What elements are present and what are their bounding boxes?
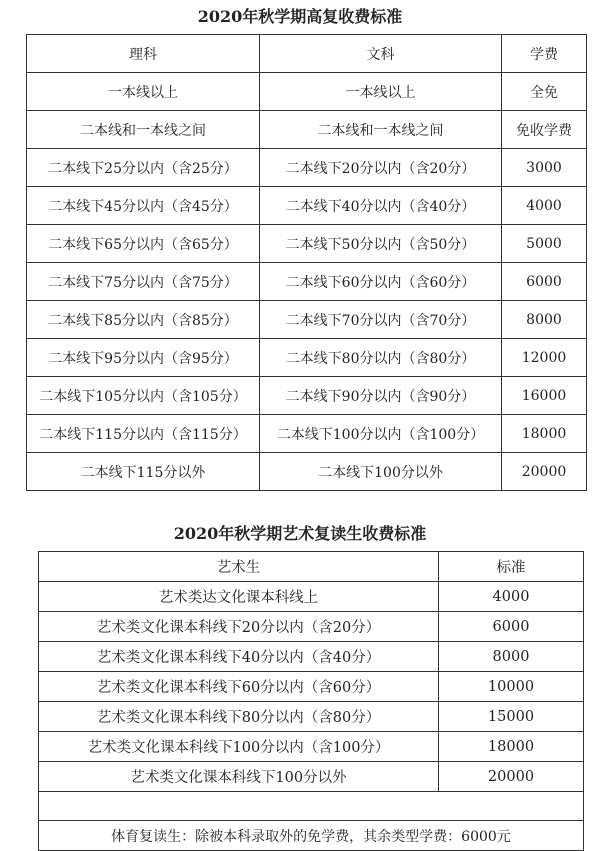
table-row: [27, 301, 587, 339]
criteria-cell: 艺术类文化课本科线下80分以内（含80分）: [39, 702, 439, 732]
arts-cell: 二本线下60分以内（含60分）: [260, 263, 502, 301]
table-header-row: [39, 552, 584, 582]
fee-cell: 20000: [439, 762, 584, 792]
science-cell: 二本线下85分以内（含85分）: [27, 301, 260, 339]
fee-cell: 6000: [439, 612, 584, 642]
table-row: [39, 642, 584, 672]
column-header: 理科: [27, 35, 260, 73]
fee-cell: 6000: [502, 263, 587, 301]
science-cell: 二本线下115分以外: [27, 453, 260, 491]
arts-cell: 二本线下70分以内（含70分）: [260, 301, 502, 339]
criteria-cell: 艺术类文化课本科线下40分以内（含40分）: [39, 642, 439, 672]
fee-cell: 5000: [502, 225, 587, 263]
art-repeat-fee-table: [38, 551, 584, 851]
table-row: [27, 263, 587, 301]
science-cell: 二本线下45分以内（含45分）: [27, 187, 260, 225]
table-row: [39, 672, 584, 702]
column-header: 艺术生: [39, 552, 439, 582]
table1-title: 2020年秋学期高复收费标准: [197, 7, 403, 26]
table-row: [39, 762, 584, 792]
criteria-cell: 艺术类文化课本科线下20分以内（含20分）: [39, 612, 439, 642]
arts-cell: 二本线和一本线之间: [260, 111, 502, 149]
criteria-cell: 艺术类文化课本科线下60分以内（含60分）: [39, 672, 439, 702]
fee-cell: 20000: [502, 453, 587, 491]
criteria-cell: 艺术类文化课本科线下100分以外: [39, 762, 439, 792]
arts-cell: 二本线下20分以内（含20分）: [260, 149, 502, 187]
arts-cell: 二本线下50分以内（含50分）: [260, 225, 502, 263]
fee-cell: 免收学费: [502, 111, 587, 149]
table-row: [27, 187, 587, 225]
table-row: [27, 415, 587, 453]
table-row: [27, 377, 587, 415]
science-cell: 二本线和一本线之间: [27, 111, 260, 149]
science-cell: 二本线下65分以内（含65分）: [27, 225, 260, 263]
fee-cell: 16000: [502, 377, 587, 415]
criteria-cell: 艺术类达文化课本科线上: [39, 582, 439, 612]
blank-cell: [39, 792, 584, 821]
arts-cell: 二本线下80分以内（含80分）: [260, 339, 502, 377]
table-row: [27, 225, 587, 263]
table-row: [27, 111, 587, 149]
fee-cell: 12000: [502, 339, 587, 377]
fee-cell: 4000: [502, 187, 587, 225]
table-row: [39, 702, 584, 732]
table-row: [27, 339, 587, 377]
table-row: [39, 612, 584, 642]
fee-cell: 8000: [502, 301, 587, 339]
note-row: [39, 821, 584, 851]
fee-cell: 全免: [502, 73, 587, 111]
arts-cell: 二本线下100分以外: [260, 453, 502, 491]
column-header: 标准: [439, 552, 584, 582]
fee-cell: 18000: [439, 732, 584, 762]
criteria-cell: 艺术类文化课本科线下100分以内（含100分）: [39, 732, 439, 762]
fee-cell: 15000: [439, 702, 584, 732]
arts-cell: 二本线下40分以内（含40分）: [260, 187, 502, 225]
high-repeat-fee-table: [26, 34, 587, 491]
table-row: [27, 149, 587, 187]
column-header: 文科: [260, 35, 502, 73]
arts-cell: 二本线下90分以内（含90分）: [260, 377, 502, 415]
fee-cell: 18000: [502, 415, 587, 453]
arts-cell: 一本线以上: [260, 73, 502, 111]
table2-title: 2020年秋学期艺术复读生收费标准: [173, 524, 427, 543]
table-row: [39, 732, 584, 762]
fee-cell: 4000: [439, 582, 584, 612]
table-header-row: [27, 35, 587, 73]
blank-row: [39, 792, 584, 821]
arts-cell: 二本线下100分以内（含100分）: [260, 415, 502, 453]
fee-cell: 8000: [439, 642, 584, 672]
fee-cell: 3000: [502, 149, 587, 187]
science-cell: 一本线以上: [27, 73, 260, 111]
science-cell: 二本线下95分以内（含95分）: [27, 339, 260, 377]
science-cell: 二本线下75分以内（含75分）: [27, 263, 260, 301]
science-cell: 二本线下115分以内（含115分）: [27, 415, 260, 453]
sports-student-note: 体育复读生：除被本科录取外的免学费，其余类型学费：6000元: [39, 821, 584, 851]
table-row: [39, 582, 584, 612]
science-cell: 二本线下105分以内（含105分）: [27, 377, 260, 415]
science-cell: 二本线下25分以内（含25分）: [27, 149, 260, 187]
column-header: 学费: [502, 35, 587, 73]
table-row: [27, 73, 587, 111]
table-row: [27, 453, 587, 491]
fee-cell: 10000: [439, 672, 584, 702]
